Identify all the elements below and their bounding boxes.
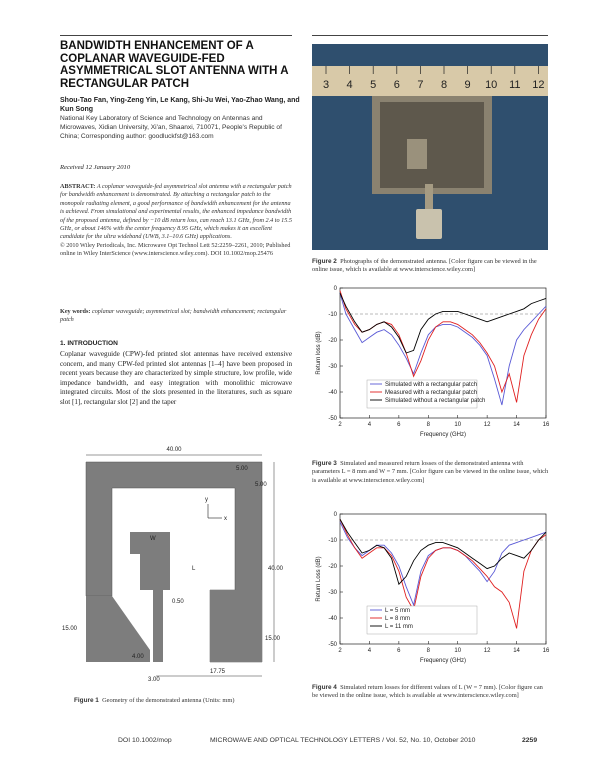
legend-entry: Simulated with a rectangular patch <box>385 382 478 388</box>
y-axis-label: Return loss (dB) <box>316 331 322 375</box>
y-tick-label: 0 <box>333 286 337 292</box>
dim-right-inner: 5.00 <box>255 482 267 488</box>
feed-photo <box>425 184 433 212</box>
keywords-label: Key words: <box>60 308 91 315</box>
ruler-number: 12 <box>532 79 545 91</box>
x-tick-label: 12 <box>483 422 491 428</box>
figure3-caption-text: Simulated and measured return losses of the demonstrated antenna with parameters L = 8 mm and W = 7 mm. [Color figure can be viewed in the online issue, which is available at www.interscience.wiley.com] <box>312 460 549 484</box>
x-tick-label: 16 <box>542 422 550 428</box>
keywords-text: coplanar waveguide; asymmetrical slot; bandwidth enhancement; rectangular patch <box>60 308 287 324</box>
x-tick-label: 12 <box>483 648 491 654</box>
y-tick-label: -20 <box>328 564 337 570</box>
ground-right <box>210 590 262 662</box>
x-tick-label: 4 <box>367 422 372 428</box>
x-axis-label: x <box>224 516 227 522</box>
title-rule <box>60 35 292 36</box>
slot-area <box>380 102 484 188</box>
x-tick-label: 2 <box>338 648 342 654</box>
sma-connector <box>416 209 442 239</box>
dim-feed: 4.00 <box>132 654 144 660</box>
ruler-number: 8 <box>440 79 448 91</box>
ruler-number: 7 <box>417 79 424 91</box>
dim-bottom: 17.75 <box>210 669 226 675</box>
rectangular-patch <box>130 532 150 554</box>
legend-entry: Simulated without a rectangular patch <box>385 398 486 404</box>
y-tick-label: 0 <box>333 512 337 518</box>
figure4-label: Figure 4 <box>312 684 337 691</box>
y-tick-label: -20 <box>328 338 337 344</box>
x-tick-label: 6 <box>397 422 401 428</box>
y-tick-label: -50 <box>328 416 337 422</box>
footer-journal: MICROWAVE AND OPTICAL TECHNOLOGY LETTERS / Vol. 52, No. 10, October 2010 <box>210 737 476 744</box>
figure2-caption <box>312 258 550 275</box>
x-tick-label: 14 <box>513 422 520 428</box>
ruler-number: 5 <box>370 79 377 91</box>
figure1-caption-text: Geometry of the demonstrated antenna (Units: mm) <box>102 697 235 704</box>
dim-left: 15.00 <box>62 626 78 632</box>
figure1-geometry <box>60 440 292 688</box>
y-tick-label: -40 <box>328 616 337 622</box>
y-tick-label: -10 <box>328 538 337 544</box>
feed-line <box>153 590 163 662</box>
y-tick-label: -30 <box>328 590 337 596</box>
ruler-number: 9 <box>464 79 471 91</box>
ruler-number: 10 <box>485 79 498 91</box>
x-tick-label: 10 <box>454 648 462 654</box>
footer-doi: DOI 10.1002/mop <box>118 737 172 744</box>
figure2-photo <box>312 44 548 250</box>
dim-bottom-left: 3.00 <box>148 677 160 683</box>
y-axis-label: Return Loss (dB) <box>316 556 322 602</box>
x-tick-label: 10 <box>454 422 462 428</box>
right-rule <box>312 35 548 36</box>
dim-gap: 0.50 <box>172 599 184 605</box>
y-tick-label: -30 <box>328 364 337 370</box>
keywords <box>60 308 292 325</box>
x-tick-label: 16 <box>542 648 550 654</box>
legend-entry: L = 8 mm <box>385 616 410 622</box>
authors: Shou-Tao Fan, Ying-Zeng Yin, Le Kang, Shi-Ju Wei, Yao-Zhao Wang, and Kun Song <box>60 97 300 113</box>
y-tick-label: -10 <box>328 312 337 318</box>
article-title: BANDWIDTH ENHANCEMENT OF A COPLANAR WAVEGUIDE-FED ASYMMETRICAL SLOT ANTENNA WITH A RECTANGULAR PATCH <box>60 40 289 90</box>
dim-w: W <box>150 536 156 542</box>
received-date: Received 12 January 2010 <box>60 164 131 171</box>
patch-photo <box>407 139 427 169</box>
page-number: 2259 <box>522 737 538 744</box>
figure3-chart <box>312 282 552 450</box>
ruler-number: 6 <box>393 79 400 91</box>
ruler-number: 3 <box>322 79 330 91</box>
x-tick-label: 8 <box>426 648 430 654</box>
figure1-caption <box>74 697 304 705</box>
figure4-caption-text: Simulated return losses for different values of L (W = 7 mm). [Color figure can be viewed in the online issue, which is available at www.interscience.wiley.com] <box>312 684 543 700</box>
ruler-number: 4 <box>346 79 353 91</box>
y-axis-label: y <box>205 497 208 503</box>
y-tick-label: -40 <box>328 390 337 396</box>
ruler-number: 11 <box>509 79 521 91</box>
x-axis-label: Frequency (GHz) <box>419 432 467 438</box>
copyright: © 2010 Wiley Periodicals, Inc. Microwave Opt Technol Lett 52:2259–2261, 2010; Published online in Wiley InterScience (www.interscience.wiley.com). DOI 10.1002/mop.25476 <box>60 241 291 258</box>
x-tick-label: 6 <box>397 648 401 654</box>
x-tick-label: 4 <box>367 648 372 654</box>
figure4-chart <box>312 508 552 676</box>
dim-l: L <box>192 566 196 572</box>
intro-paragraph: Coplanar waveguide (CPW)-fed printed slot antennas have received extensive concern, and many CPW-fed printed slot antennas [1–4] have been proposed in recent years because they are characterized by simple structure, low profile, wide impedance bandwidth, and easy integration with monolithic microwave integrated circuits. Most of the slots presented in the literatures, such as square slot [1], rectangular slot [2] and the taper <box>60 350 292 406</box>
legend-entry: Measured with a rectangular patch <box>385 390 478 396</box>
dim-right-top: 5.00 <box>236 466 248 472</box>
abstract-text: A coplanar waveguide-fed asymmetrical slot antenna with a rectangular patch for bandwidth enhancement is demonstrated. By attaching a rectangular patch to the monopole radiating element, a good performance of bandwidth enhancement for the antenna is achieved. From simulational and experimental results, the enhanced impedance bandwidth of the proposed antenna, defined by −10 dB return loss, can reach 13.1 GHz, from 2.4 to 15.5 GHz, or about 146% with the center frequency 8.95 GHz, which makes it an excellent candidate for the ultra wideband (UWB, 3.1–10.6 GHz) applications. <box>60 183 292 241</box>
legend-box <box>367 606 477 634</box>
figure4-caption <box>312 684 550 701</box>
x-tick-label: 14 <box>513 648 520 654</box>
figure3-caption <box>312 460 550 485</box>
figure2-caption-text: Photographs of the demonstrated antenna. [Color figure can be viewed in the online issue, which is available at www.interscience.wiley.com] <box>312 258 537 274</box>
legend-entry: L = 11 mm <box>385 624 413 630</box>
figure3-label: Figure 3 <box>312 460 337 467</box>
figure2-label: Figure 2 <box>312 258 337 265</box>
abstract <box>60 183 292 259</box>
y-tick-label: -50 <box>328 642 337 648</box>
figure1-label: Figure 1 <box>74 697 99 704</box>
x-tick-label: 2 <box>338 422 342 428</box>
dim-height: 40.00 <box>268 566 284 572</box>
dim-right-low: 15.00 <box>265 636 281 642</box>
affiliation: National Key Laboratory of Science and Technology on Antennas and Microwaves, Xidian University, Xi'an, Shaanxi, 710071, People's Republic of China; Corresponding author: goodluckfst@163.com <box>60 115 282 140</box>
dim-top: 40.00 <box>166 447 182 453</box>
legend-entry: L = 5 mm <box>385 608 410 614</box>
abstract-label: ABSTRACT: <box>60 183 96 190</box>
section-heading: 1. INTRODUCTION <box>60 340 118 347</box>
x-axis-label: Frequency (GHz) <box>419 658 467 664</box>
x-tick-label: 8 <box>426 422 430 428</box>
